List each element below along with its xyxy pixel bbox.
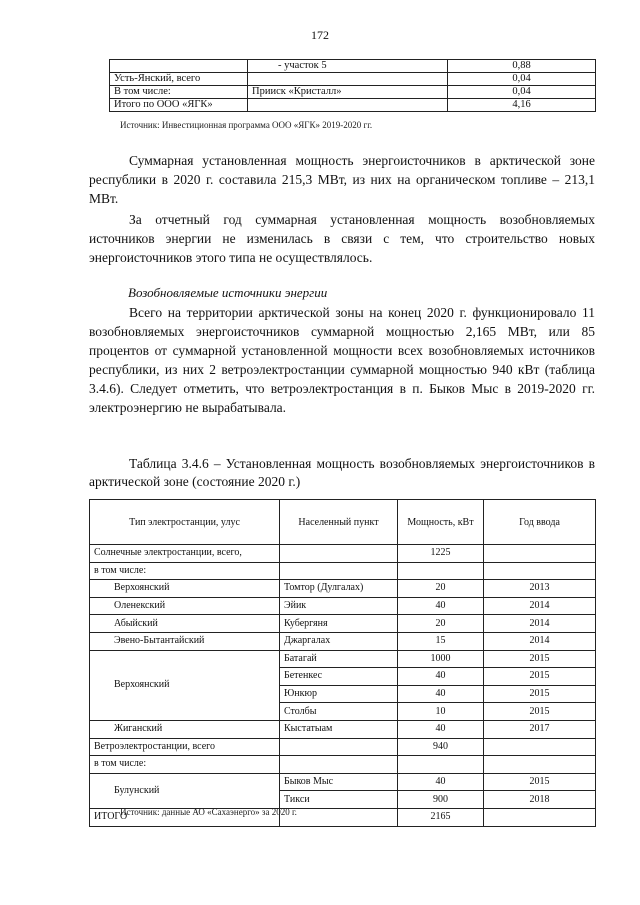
paragraph: Всего на территории арктической зоны на конец 2020 г. функционировало 11 возобновляемых энергоисточников суммарной мощностью 2,165 МВт, или 85 процентов от суммарной установленной мощности всех возобновляемых источников республики, из них 2 ветроэлектростанции суммарной мощностью 940 кВт (таблица 3.4.6). Следует отметить, что ветроэлектростанция в п. Быков Мыс в 2019-2020 гг. электроэнергию не вырабатывала. xyxy=(89,305,595,415)
table-cell: Солнечные электростанции, всего, xyxy=(90,545,280,563)
section-heading: Возобновляемые источники энергии xyxy=(128,285,328,300)
table-row xyxy=(90,632,596,650)
table-cell: Оленекский xyxy=(90,597,280,615)
table-cell xyxy=(280,738,398,756)
table-cell: ИТОГО xyxy=(90,808,280,826)
table-cell: Батагай xyxy=(280,650,398,668)
table-cell: Ветроэлектростанции, всего xyxy=(90,738,280,756)
header-type: Тип электростанции, улус xyxy=(90,500,280,545)
table-cell: 1000 xyxy=(398,650,484,668)
table-cell: 40 xyxy=(398,685,484,703)
table-cell: 2015 xyxy=(484,773,596,791)
table-row xyxy=(110,60,596,73)
table-source-note: Источник: Инвестиционная программа ООО «ЯГК» 2019-2020 гг. xyxy=(120,120,373,130)
table-cell xyxy=(280,756,398,774)
table-cell: 0,04 xyxy=(448,86,596,99)
table-cell: 2015 xyxy=(484,650,596,668)
table-cell: Юнкюр xyxy=(280,685,398,703)
table-cell xyxy=(398,756,484,774)
table-row xyxy=(90,650,596,668)
table-cell: 10 xyxy=(398,703,484,721)
table-cell: 1225 xyxy=(398,545,484,563)
table-cell: 15 xyxy=(398,632,484,650)
renewable-sources-table xyxy=(89,499,596,827)
table-cell: 4,16 xyxy=(448,99,596,112)
table-header-row xyxy=(90,500,596,545)
table-cell: 20 xyxy=(398,580,484,598)
table-cell: 2165 xyxy=(398,808,484,826)
body-text xyxy=(89,303,595,417)
table-cell: Итого по ООО «ЯГК» xyxy=(110,99,248,112)
table-cell: 2017 xyxy=(484,720,596,738)
table-cell: Эйик xyxy=(280,597,398,615)
table-cell: 2015 xyxy=(484,703,596,721)
paragraph: Суммарная установленная мощность энергоисточников в арктической зоне республики в 2020 г. составила 215,3 МВт, из них на органическом топливе – 213,1 МВт. xyxy=(89,153,595,206)
table-cell: 40 xyxy=(398,773,484,791)
table-cell xyxy=(484,545,596,563)
header-locality: Населенный пункт xyxy=(280,500,398,545)
table-cell: 40 xyxy=(398,597,484,615)
table-cell: 2013 xyxy=(484,580,596,598)
table-cell: Усть-Янский, всего xyxy=(110,73,248,86)
table-cell: Кубергяня xyxy=(280,615,398,633)
table-cell: Тикси xyxy=(280,791,398,809)
table-cell xyxy=(484,808,596,826)
table-cell xyxy=(398,562,484,580)
table-row xyxy=(90,580,596,598)
table-cell: 0,04 xyxy=(448,73,596,86)
table-cell: 900 xyxy=(398,791,484,809)
table-cell xyxy=(484,562,596,580)
table-cell: Бетенкес xyxy=(280,668,398,686)
table-cell: 2018 xyxy=(484,791,596,809)
header-year: Год ввода xyxy=(484,500,596,545)
table-cell xyxy=(248,73,448,86)
paragraph: За отчетный год суммарная установленная мощность возобновляемых источников энергии не изменилась в связи с тем, что строительство новых энергоисточников этого типа не осуществлялось. xyxy=(89,212,595,265)
table-cell: В том числе: xyxy=(110,86,248,99)
table-cell: в том числе: xyxy=(90,562,280,580)
table-cell: Верхоянский xyxy=(90,580,280,598)
table-cell: 2014 xyxy=(484,597,596,615)
table-row xyxy=(90,545,596,563)
table-cell xyxy=(280,545,398,563)
continued-table xyxy=(109,59,596,112)
table-cell: 940 xyxy=(398,738,484,756)
table-cell: - участок 5 xyxy=(248,60,448,73)
table-row xyxy=(90,615,596,633)
body-text xyxy=(89,151,595,267)
header-power: Мощность, кВт xyxy=(398,500,484,545)
table-row xyxy=(90,773,596,791)
table-cell: 40 xyxy=(398,720,484,738)
table-cell: 2015 xyxy=(484,668,596,686)
table-row xyxy=(90,597,596,615)
table-cell xyxy=(248,99,448,112)
table-cell: Абыйский xyxy=(90,615,280,633)
table-cell xyxy=(484,756,596,774)
table-row xyxy=(90,756,596,774)
caption-text: Таблица 3.4.6 – Установленная мощность возобновляемых энергоисточников в арктической зоне (состояние 2020 г.) xyxy=(89,456,595,489)
table-cell: Быков Мыс xyxy=(280,773,398,791)
table-cell: 40 xyxy=(398,668,484,686)
table-cell: 2014 xyxy=(484,615,596,633)
table-cell-merged: Булунский xyxy=(90,773,280,808)
table-cell xyxy=(110,60,248,73)
table-row xyxy=(110,73,596,86)
table-cell: Столбы xyxy=(280,703,398,721)
table-cell: Томтор (Дулгалах) xyxy=(280,580,398,598)
table-cell: Джаргалах xyxy=(280,632,398,650)
table-cell: Жиганский xyxy=(90,720,280,738)
table-cell-merged: Верхоянский xyxy=(90,650,280,720)
table-cell: 2015 xyxy=(484,685,596,703)
table-row xyxy=(110,99,596,112)
table-source-note: Источник: данные АО «Сахаэнерго» за 2020 г. xyxy=(120,807,297,817)
table-row xyxy=(90,562,596,580)
table-cell: Прииск «Кристалл» xyxy=(248,86,448,99)
table-caption xyxy=(89,455,595,491)
table-cell: 20 xyxy=(398,615,484,633)
table-cell xyxy=(280,808,398,826)
table-row xyxy=(110,86,596,99)
table-cell: Эвено-Бытантайский xyxy=(90,632,280,650)
table-cell xyxy=(280,562,398,580)
table-cell: 0,88 xyxy=(448,60,596,73)
table-cell: 2014 xyxy=(484,632,596,650)
page-number: 172 xyxy=(311,28,329,42)
table-cell: Кыстатыам xyxy=(280,720,398,738)
table-row xyxy=(90,738,596,756)
table-row xyxy=(90,720,596,738)
table-cell xyxy=(484,738,596,756)
table-cell: в том числе: xyxy=(90,756,280,774)
